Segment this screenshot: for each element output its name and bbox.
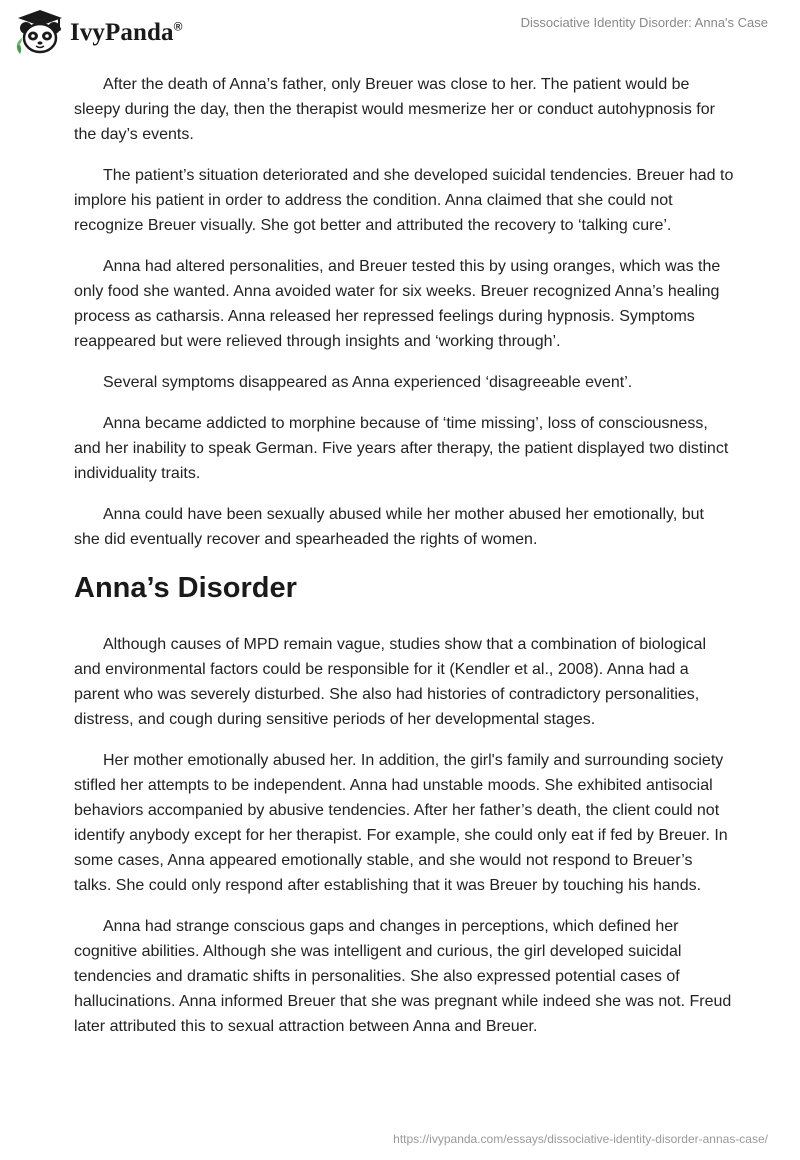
page-header (0, 0, 800, 64)
paragraph: After the death of Anna’s father, only Breuer was close to her. The patient would be sleepy during the day, then the therapist would mesmerize her or conduct autohypnosis for the day’s events. (74, 76, 715, 143)
paragraph: Anna could have been sexually abused while her mother abused her emotionally, but she did eventually recover and spearheaded the rights of women. (74, 506, 704, 548)
paragraph: Although causes of MPD remain vague, studies show that a combination of biological and environmental factors could be responsible for it (Kendler et al., 2008). Anna had a parent who was severely disturbed. She also had histories of contradictory personalities, distress, and cough during sensitive periods of her developmental stages. (74, 636, 707, 728)
paragraph: Anna became addicted to morphine because of ‘time missing’, loss of consciousness, and her inability to speak German. Five years after therapy, the patient displayed two distinct individuality traits. (74, 415, 729, 482)
essay-body (74, 72, 734, 1055)
document-title: Dissociative Identity Disorder: Anna's Case (520, 15, 768, 30)
paragraph: Anna had altered personalities, and Breuer tested this by using oranges, which was the only food she wanted. Anna avoided water for six weeks. Breuer recognized Anna’s healing process as catharsis. Anna released her repressed feelings during hypnosis. Symptoms reappeared but were relieved through insights and ‘working through’. (74, 258, 721, 350)
section-heading: Anna’s Disorder (74, 572, 297, 604)
source-url[interactable]: https://ivypanda.com/essays/dissociative-identity-disorder-annas-case/ (393, 1132, 768, 1146)
logo-wordmark: IvyPanda® (70, 19, 183, 46)
paragraph: Her mother emotionally abused her. In addition, the girl's family and surrounding society stifled her attempts to be independent. Anna had unstable moods. She exhibited antisocial behaviors accompanied by abusive tendencies. After her father’s death, the client could not identify anybody except for her therapist. For example, she could only eat if fed by Breuer. In some cases, Anna appeared emotionally stable, and she would not respond to Breuer’s talks. She could only respond after establishing that it was Breuer by touching his hands. (74, 752, 728, 894)
panda-graduation-cap-icon (14, 8, 66, 56)
ivypanda-logo[interactable] (14, 8, 183, 56)
paragraph: Several symptoms disappeared as Anna experienced ‘disagreeable event’. (103, 374, 633, 391)
paragraph: Anna had strange conscious gaps and changes in perceptions, which defined her cognitive abilities. Although she was intelligent and curious, the girl developed suicidal tendencies and dramatic shifts in personalities. She also expressed potential cases of hallucinations. Anna informed Breuer that she was pregnant while indeed she was not. Freud later attributed this to sexual attraction between Anna and Breuer. (74, 918, 732, 1035)
paragraph: The patient’s situation deteriorated and she developed suicidal tendencies. Breuer had to implore his patient in order to address the condition. Anna claimed that she could not recognize Breuer visually. She got better and attributed the recovery to ‘talking cure’. (74, 167, 734, 234)
